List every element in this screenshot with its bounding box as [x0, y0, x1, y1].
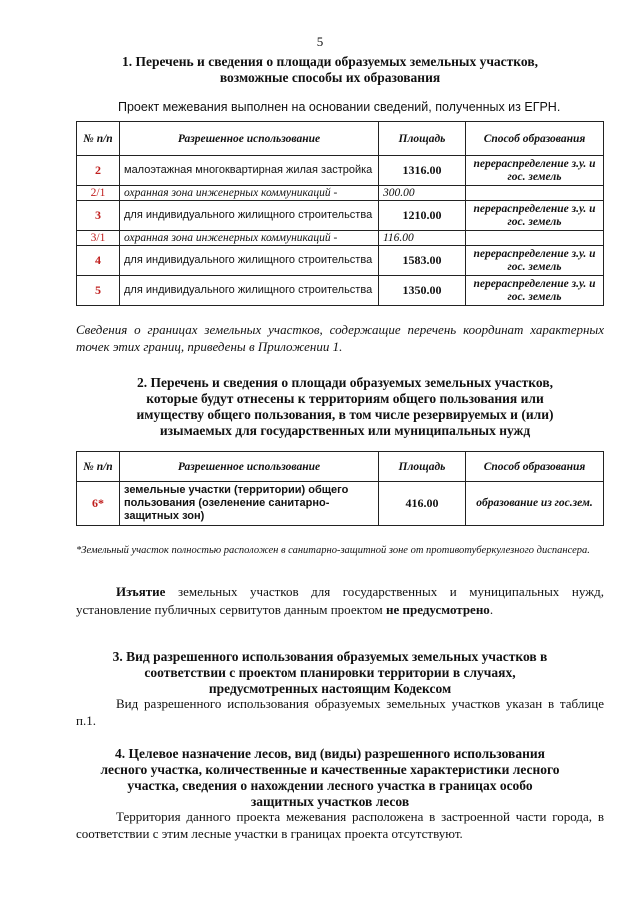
- plot-method: образование из гос.зем.: [466, 482, 604, 526]
- table-row: [77, 276, 604, 306]
- plot-method: перераспределение з.у. и гос. земель: [466, 246, 604, 276]
- plot-method: перераспределение з.у. и гос. земель: [466, 156, 604, 186]
- seizure-dot: .: [489, 602, 494, 617]
- col-method-header: Способ образования: [466, 452, 604, 482]
- zone-number: 2/1: [77, 186, 120, 201]
- section3-title: 3. Вид разрешенного использования образуемых земельных участков в соответствии с проектом планировки территории в случаях, предусмотренных настоящим Кодексом: [112, 649, 548, 696]
- basis-statement: Проект межевания выполнен на основании сведений, полученных из ЕГРН.: [118, 100, 561, 114]
- seizure-paragraph: [76, 583, 604, 619]
- zone-method: [466, 231, 604, 246]
- seizure-end: не предусмотрено: [385, 602, 490, 617]
- zone-area: 300.00: [379, 186, 466, 201]
- coordinates-note: Сведения о границах земельных участков, содержащие перечень координат характерных точек этих границ, приведены в Приложении 1.: [76, 322, 604, 354]
- plot-use: земельные участки (территории) общего пользования (озеленение санитарно-защитных зон): [120, 482, 379, 526]
- table-row: [77, 231, 604, 246]
- plot-number: 5: [77, 276, 120, 306]
- plot-number: 6*: [77, 482, 120, 526]
- zone-use: охранная зона инженерных коммуникаций -: [120, 231, 379, 246]
- plot-method: перераспределение з.у. и гос. земель: [466, 276, 604, 306]
- plot-use: для индивидуального жилищного строительства: [120, 276, 379, 306]
- col-method-header: Способ образования: [466, 122, 604, 156]
- seizure-bold: Изъятие: [116, 584, 166, 599]
- plot-method: перераспределение з.у. и гос. земель: [466, 201, 604, 231]
- plot-number: 2: [77, 156, 120, 186]
- col-area-header: Площадь: [379, 122, 466, 156]
- table-row: [77, 246, 604, 276]
- seizure-text: земельных участков для государственных и муниципальных нужд, установление публичных сервитутов данным проектом: [76, 584, 605, 617]
- col-area-header: Площадь: [379, 452, 466, 482]
- section2-title: 2. Перечень и сведения о площади образуемых земельных участков, которые будут отнесены к территориям общего пользования или имуществу общего пользования, в том числе резервируемых и (или) изымаемых для государственных или муниципальных нужд: [136, 375, 554, 438]
- table-row: [77, 156, 604, 186]
- section4-title: 4. Целевое назначение лесов, вид (виды) разрешенного использования лесного участка, количественные и качественные характеристики лесного участка, сведения о нахождении лесного участка в границах особо защитных участков лесов: [100, 746, 560, 809]
- section1-title: 1. Перечень и сведения о площади образуемых земельных участков, возможные способы их образования: [122, 54, 538, 85]
- col-num-header: № п/п: [77, 122, 120, 156]
- plot-use: для индивидуального жилищного строительства: [120, 246, 379, 276]
- footnote: *Земельный участок полностью расположен в санитарно-защитной зоне от противотуберкулезного диспансера.: [76, 545, 590, 556]
- page-number: 5: [316, 34, 324, 49]
- col-use-header: Разрешенное использование: [120, 122, 379, 156]
- table-header-row: [77, 452, 604, 482]
- section4-text: Территория данного проекта межевания расположена в застроенной части города, в соответствии с этим лесные участки в границах проекта отсутствуют.: [76, 809, 604, 841]
- zone-number: 3/1: [77, 231, 120, 246]
- plot-use: для индивидуального жилищного строительства: [120, 201, 379, 231]
- col-num-header: № п/п: [77, 452, 120, 482]
- plot-area: 1210.00: [379, 201, 466, 231]
- table-row: [77, 201, 604, 231]
- public-plots-table: [76, 451, 604, 526]
- plot-area: 1350.00: [379, 276, 466, 306]
- table-row: [77, 186, 604, 201]
- zone-area: 116.00: [379, 231, 466, 246]
- table-header-row: [77, 122, 604, 156]
- plot-area: 1316.00: [379, 156, 466, 186]
- plot-number: 3: [77, 201, 120, 231]
- table-row: [77, 482, 604, 526]
- plot-use: малоэтажная многоквартирная жилая застройка: [120, 156, 379, 186]
- section3-text: Вид разрешенного использования образуемых земельных участков указан в таблице п.1.: [76, 696, 604, 728]
- land-plots-table: [76, 121, 604, 306]
- zone-use: охранная зона инженерных коммуникаций -: [120, 186, 379, 201]
- col-use-header: Разрешенное использование: [120, 452, 379, 482]
- plot-area: 416.00: [379, 482, 466, 526]
- plot-number: 4: [77, 246, 120, 276]
- plot-area: 1583.00: [379, 246, 466, 276]
- zone-method: [466, 186, 604, 201]
